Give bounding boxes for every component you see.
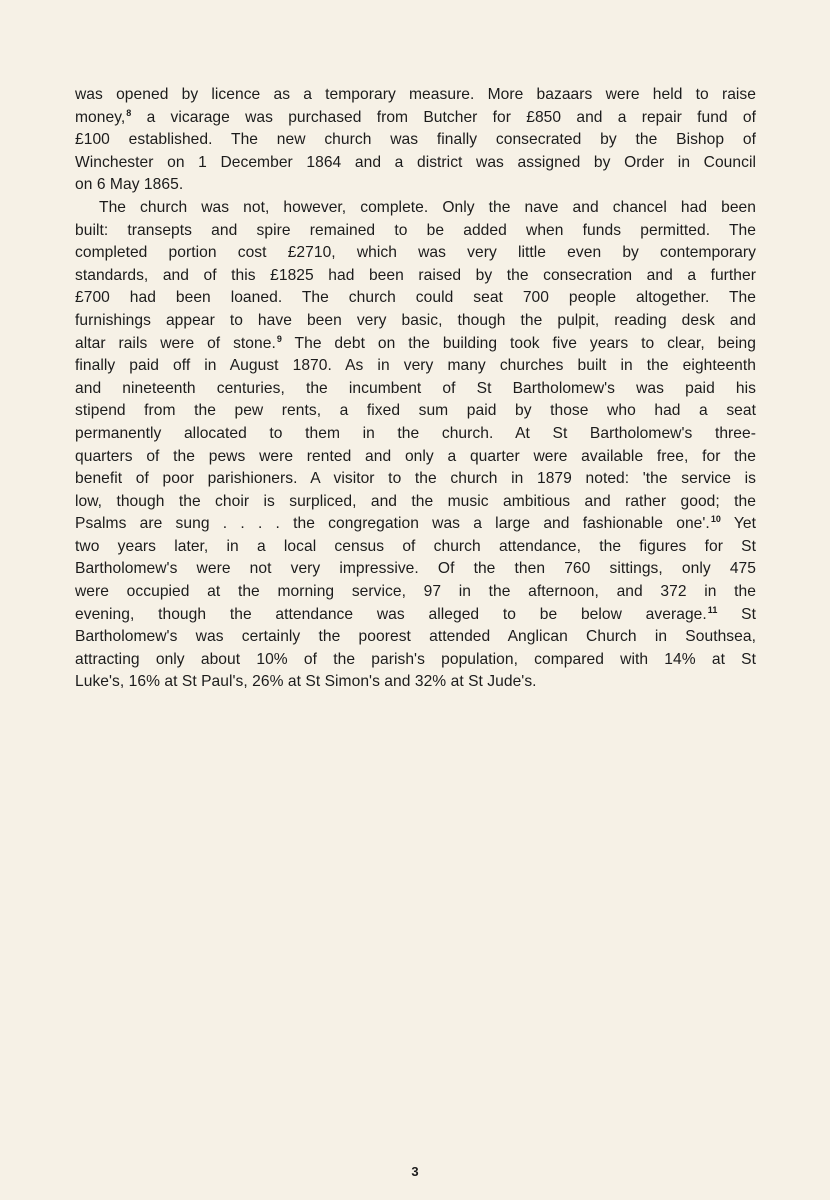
footnote-ref-9: 9 (276, 333, 282, 344)
text-line: low, though the choir is surpliced, and the music ambitious and rather good; the (75, 492, 756, 510)
text-line: money,$^8$ a vicarage was purchased from Butcher for £850 and a repair fund of (75, 107, 756, 126)
text-line: stipend from the pew rents, a fixed sum paid by those who had a seat (75, 402, 756, 420)
paragraph-1 (75, 84, 756, 197)
text-line: altar rails were of stone.$^9$ The debt on the building took five years to clear, being (75, 333, 756, 352)
text-line: was opened by licence as a temporary measure. More bazaars were held to raise (75, 86, 756, 103)
page-number: 3 (411, 1164, 419, 1179)
text-line: standards, and of this £1825 had been raised by the consecration and a further (75, 266, 756, 284)
text-line: built: transepts and spire remained to be added when funds permitted. The (75, 221, 756, 239)
text-line: were occupied at the morning service, 97 in the afternoon, and 372 in the (75, 583, 756, 601)
text-line: and nineteenth centuries, the incumbent of St Bartholomew's was paid his (75, 379, 756, 397)
text-line: benefit of poor parishioners. A visitor to the church in 1879 noted: 'the service is (75, 470, 756, 488)
text-line: £100 established. The new church was finally consecrated by the Bishop of (75, 131, 756, 149)
text-line: attracting only about 10% of the parish's population, compared with 14% at St (75, 650, 756, 668)
text-line: Luke's, 16% at St Paul's, 26% at St Simon's and 32% at St Jude's. (75, 673, 537, 691)
text-line: completed portion cost £2710, which was very little even by contemporary (75, 244, 756, 262)
footnote-ref-11: 11 (707, 604, 718, 615)
text-line: Bartholomew's were not very impressive. Of the then 760 sittings, only 475 (75, 560, 756, 578)
text-line: two years later, in a local census of church attendance, the figures for St (75, 537, 756, 555)
text-line: £700 had been loaned. The church could seat 700 people altogether. The (75, 289, 756, 307)
text-line: quarters of the pews were rented and only a quarter were available free, for the (75, 447, 756, 465)
text-line: furnishings appear to have been very basic, though the pulpit, reading desk and (75, 311, 756, 329)
footnote-ref-8: 8 (126, 107, 132, 118)
text-line: permanently allocated to them in the church. At St Bartholomew's three- (75, 424, 756, 442)
text-line: on 6 May 1865. (75, 176, 184, 194)
paragraph-2 (75, 197, 756, 694)
text-line: Bartholomew's was certainly the poorest attended Anglican Church in Southsea, (75, 628, 756, 646)
text-line: The church was not, however, complete. Only the nave and chancel had been (99, 198, 756, 216)
text-line: Winchester on 1 December 1864 and a district was assigned by Order in Council (75, 153, 756, 171)
footnote-ref-10: 10 (710, 514, 721, 525)
text-line: finally paid off in August 1870. As in very many churches built in the eighteenth (75, 357, 756, 375)
body-text (75, 84, 756, 694)
text-line: Psalms are sung . . . . the congregation was a large and fashionable one'.$^{10}$ Yet (75, 514, 756, 533)
text-line: evening, though the attendance was alleged to be below average.$^{11}$ St (75, 604, 756, 623)
